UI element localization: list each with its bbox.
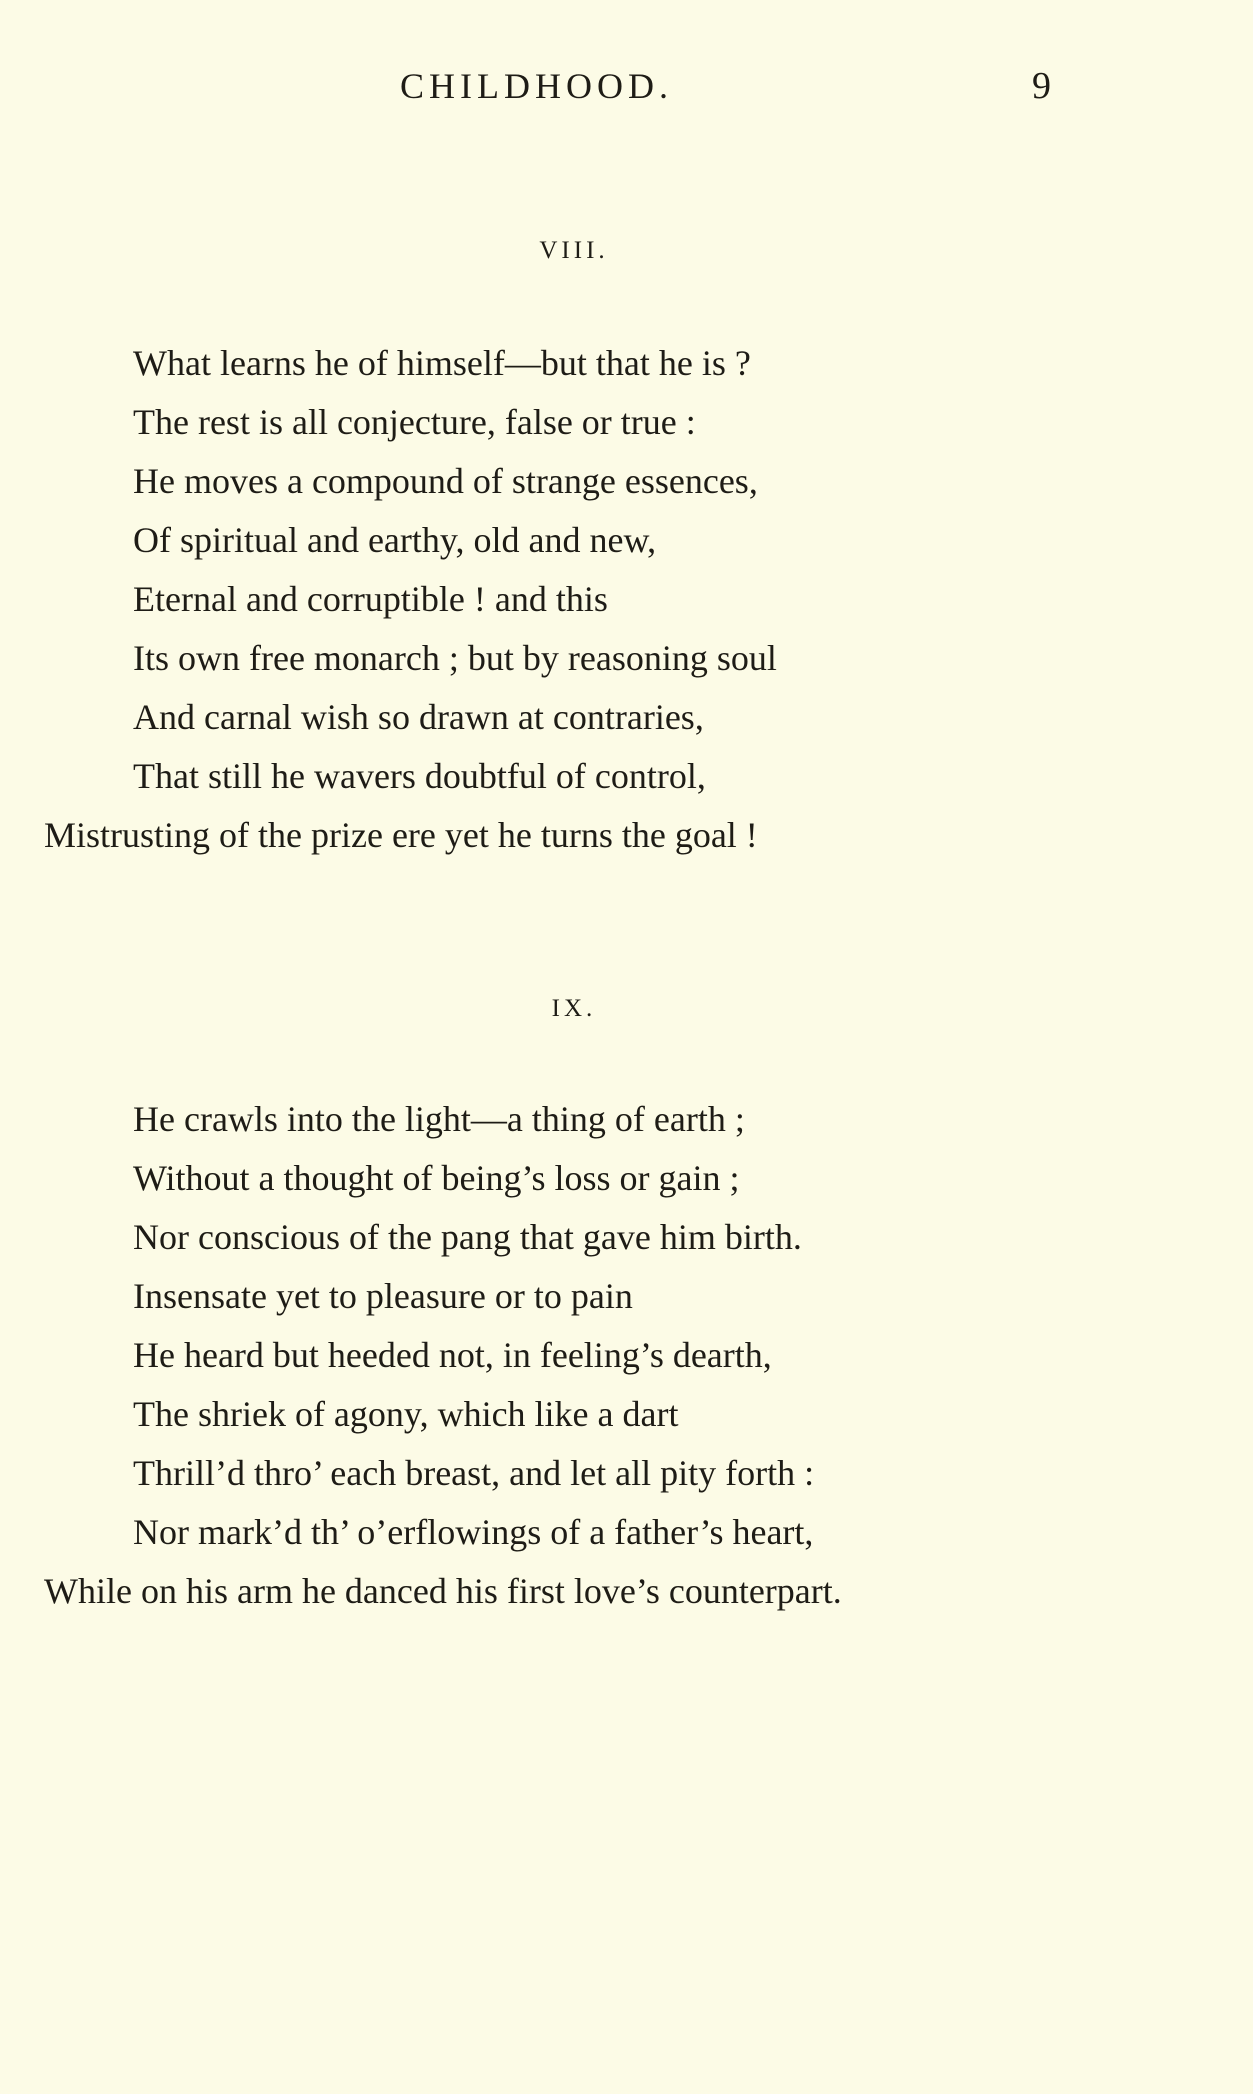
stanza-number-viii: VIII. [539,237,609,264]
verse-line: Its own free monarch ; but by reasoning soul [133,638,777,678]
verse-line: The shriek of agony, which like a dart [133,1394,679,1434]
verse-line: Insensate yet to pleasure or to pain [133,1276,633,1316]
stanza-ix [0,1096,1253,1627]
verse-line: That still he wavers doubtful of control, [133,756,706,796]
verse-line-alexandrine: Mistrusting of the prize ere yet he turns the goal ! [44,815,758,855]
verse-line: Thrill’d thro’ each breast, and let all pity forth : [133,1453,815,1493]
verse-line: Without a thought of being’s loss or gain ; [133,1158,740,1198]
verse-line: He heard but heeded not, in feeling’s dearth, [133,1335,772,1375]
verse-line: Nor conscious of the pang that gave him birth. [133,1217,802,1257]
verse-line: The rest is all conjecture, false or true : [133,402,696,442]
stanza-viii [0,340,1253,871]
verse-line: Eternal and corruptible ! and this [133,579,608,619]
verse-line: And carnal wish so drawn at contraries, [133,697,704,737]
verse-line: Nor mark’d th’ o’erflowings of a father’s heart, [133,1512,814,1552]
running-title: CHILDHOOD. [400,66,673,106]
verse-line: He crawls into the light—a thing of earth ; [133,1099,745,1139]
stanza-number-ix: IX. [551,995,597,1022]
verse-line: What learns he of himself—but that he is ? [133,343,751,383]
verse-line: Of spiritual and earthy, old and new, [133,520,657,560]
page-number: 9 [1032,65,1051,107]
verse-line: He moves a compound of strange essences, [133,461,758,501]
verse-line-alexandrine: While on his arm he danced his first love’s counterpart. [44,1571,842,1611]
